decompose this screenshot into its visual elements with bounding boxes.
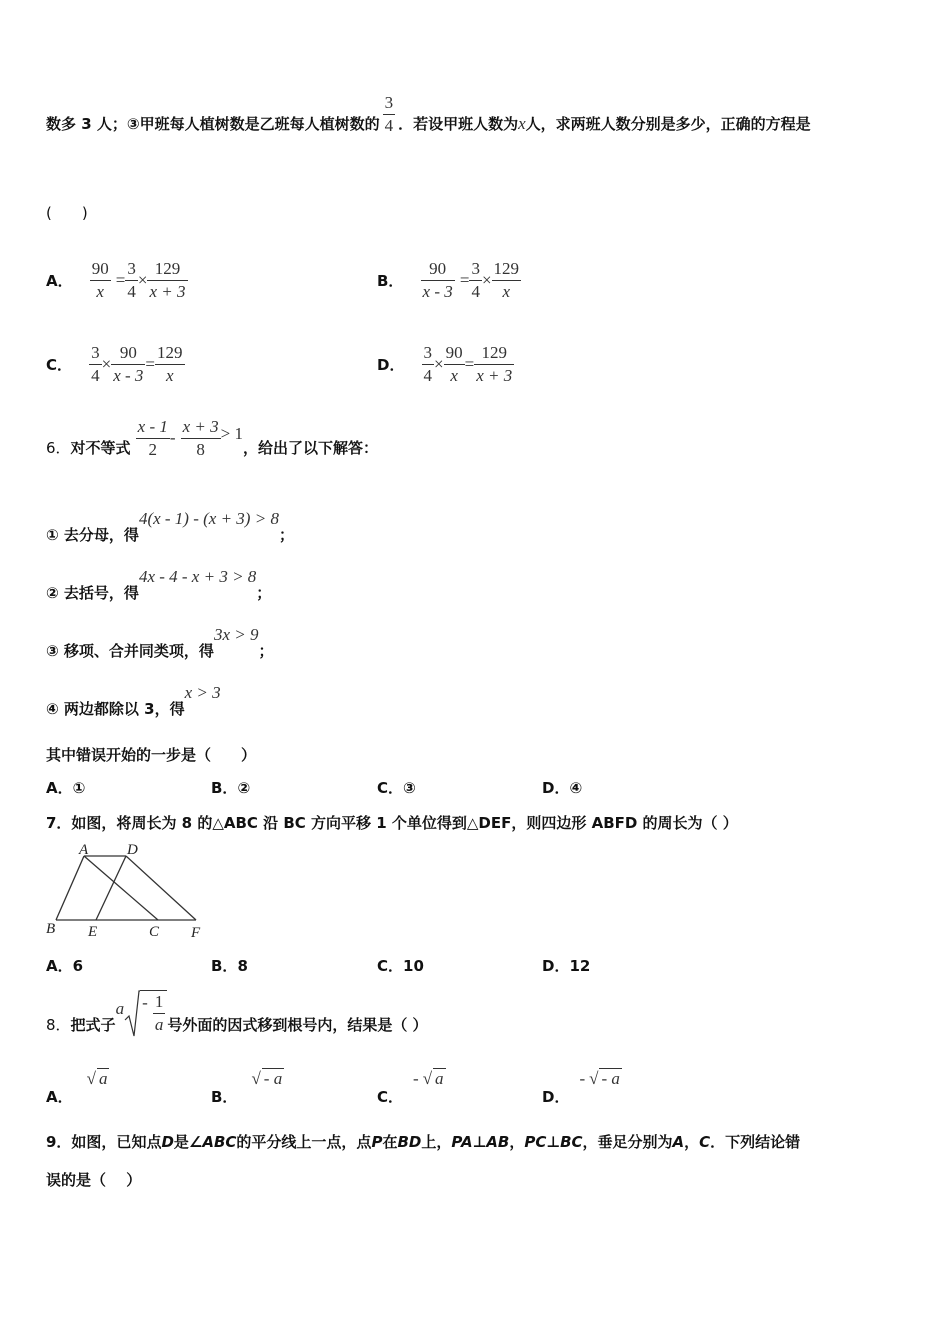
q5-text-pre: 数多 3 人；③甲班每人植树数是乙班每人植树数的: [46, 115, 380, 133]
q7-stem: 7．如图，将周长为 8 的△ABC 沿 BC 方向平移 1 个单位得到△DEF，则四边形 ABFD 的周长为（ ）: [46, 814, 738, 832]
q5-var-x: x: [518, 114, 526, 133]
q5-fraction-3-4: $\frac{3}{4}$: [384, 93, 394, 135]
q8-option-d[interactable]: D．- √ - a: [542, 1069, 620, 1106]
segment-AB: [56, 856, 84, 920]
q6-stem: 6．对不等式 $\frac{x - 1}{2}$ - $\frac{x + 3}{8}$ > 1，给出了以下解答：: [46, 417, 379, 459]
label-E: E: [88, 924, 98, 940]
segment-DF: [126, 856, 196, 920]
q7-figure: [44, 840, 214, 942]
option-label: A．: [46, 272, 73, 290]
q7-option-d[interactable]: D．12: [542, 957, 591, 975]
q6-option-c[interactable]: C．③: [377, 779, 416, 797]
q5-text-mid: ．若设甲班人数为: [398, 115, 519, 133]
q8-option-c[interactable]: C．- √ a: [377, 1069, 444, 1106]
q8-stem: 8．把式子a - $\frac{1}{a}$ 号外面的因式移到根号内，结果是（ ）: [46, 990, 428, 1038]
option-label: B．: [377, 272, 404, 290]
option-label: D．: [377, 356, 405, 374]
q9-stem-line1: 9．如图，已知点D是∠ABC的平分线上一点，点P在BD上，PA⊥AB，PC⊥BC，垂足分别为A，C．下列结论错: [46, 1133, 801, 1151]
q6-step-3: ③ 移项、合并同类项，得3x > 9；: [46, 625, 274, 660]
q5-text-post: 人，求两班人数分别是多少，正确的方程是: [525, 115, 811, 133]
q7-option-b[interactable]: B．8: [211, 957, 248, 975]
q6-question: 其中错误开始的一步是（ ）: [46, 746, 257, 764]
q5-option-c[interactable]: C． $\frac{3}{4}$ × $\frac{90}{x - 3}$ = $\frac{129}{x}$: [46, 343, 183, 385]
q6-option-d[interactable]: D．④: [542, 779, 583, 797]
q6-option-a[interactable]: A．①: [46, 779, 86, 797]
q6-step-1: ① 去分母，得4(x - 1) - (x + 3) > 8；: [46, 509, 294, 544]
q8-option-b[interactable]: B．√ - a: [211, 1069, 283, 1106]
q5-stem: [46, 93, 811, 172]
option-label: C．: [46, 356, 73, 374]
q9-stem-line2: 误的是（ ）: [46, 1171, 142, 1189]
label-D: D: [127, 842, 138, 858]
q7-option-a[interactable]: A．6: [46, 957, 84, 975]
q6-option-b[interactable]: B．②: [211, 779, 251, 797]
label-F: F: [191, 925, 201, 941]
q8-option-a[interactable]: A．√ a: [46, 1069, 108, 1106]
q5-option-d[interactable]: D． $\frac{3}{4}$ × $\frac{90}{x}$ = $\frac{129}{x + 3}$: [377, 343, 513, 385]
q5-option-a[interactable]: A． $\frac{90}{x}$ = $\frac{3}{4}$ × $\frac{129}{x + 3}$: [46, 259, 186, 301]
label-C: C: [149, 924, 160, 940]
q6-number: 6．: [46, 439, 71, 457]
radical-sign-icon: [124, 990, 140, 1038]
label-B: B: [46, 921, 56, 937]
q8-coef: a: [115, 999, 125, 1018]
q7-option-c[interactable]: C．10: [377, 957, 424, 975]
q6-step-2: ② 去括号，得4x - 4 - x + 3 > 8；: [46, 567, 272, 602]
q6-step-4: ④ 两边都除以 3，得x > 3: [46, 683, 221, 718]
label-A: A: [79, 842, 89, 858]
q5-option-b[interactable]: B． $\frac{90}{x - 3}$ = $\frac{3}{4}$ × $\frac{129}{x}$: [377, 259, 520, 301]
q5-answer-paren: ( ): [46, 204, 88, 222]
